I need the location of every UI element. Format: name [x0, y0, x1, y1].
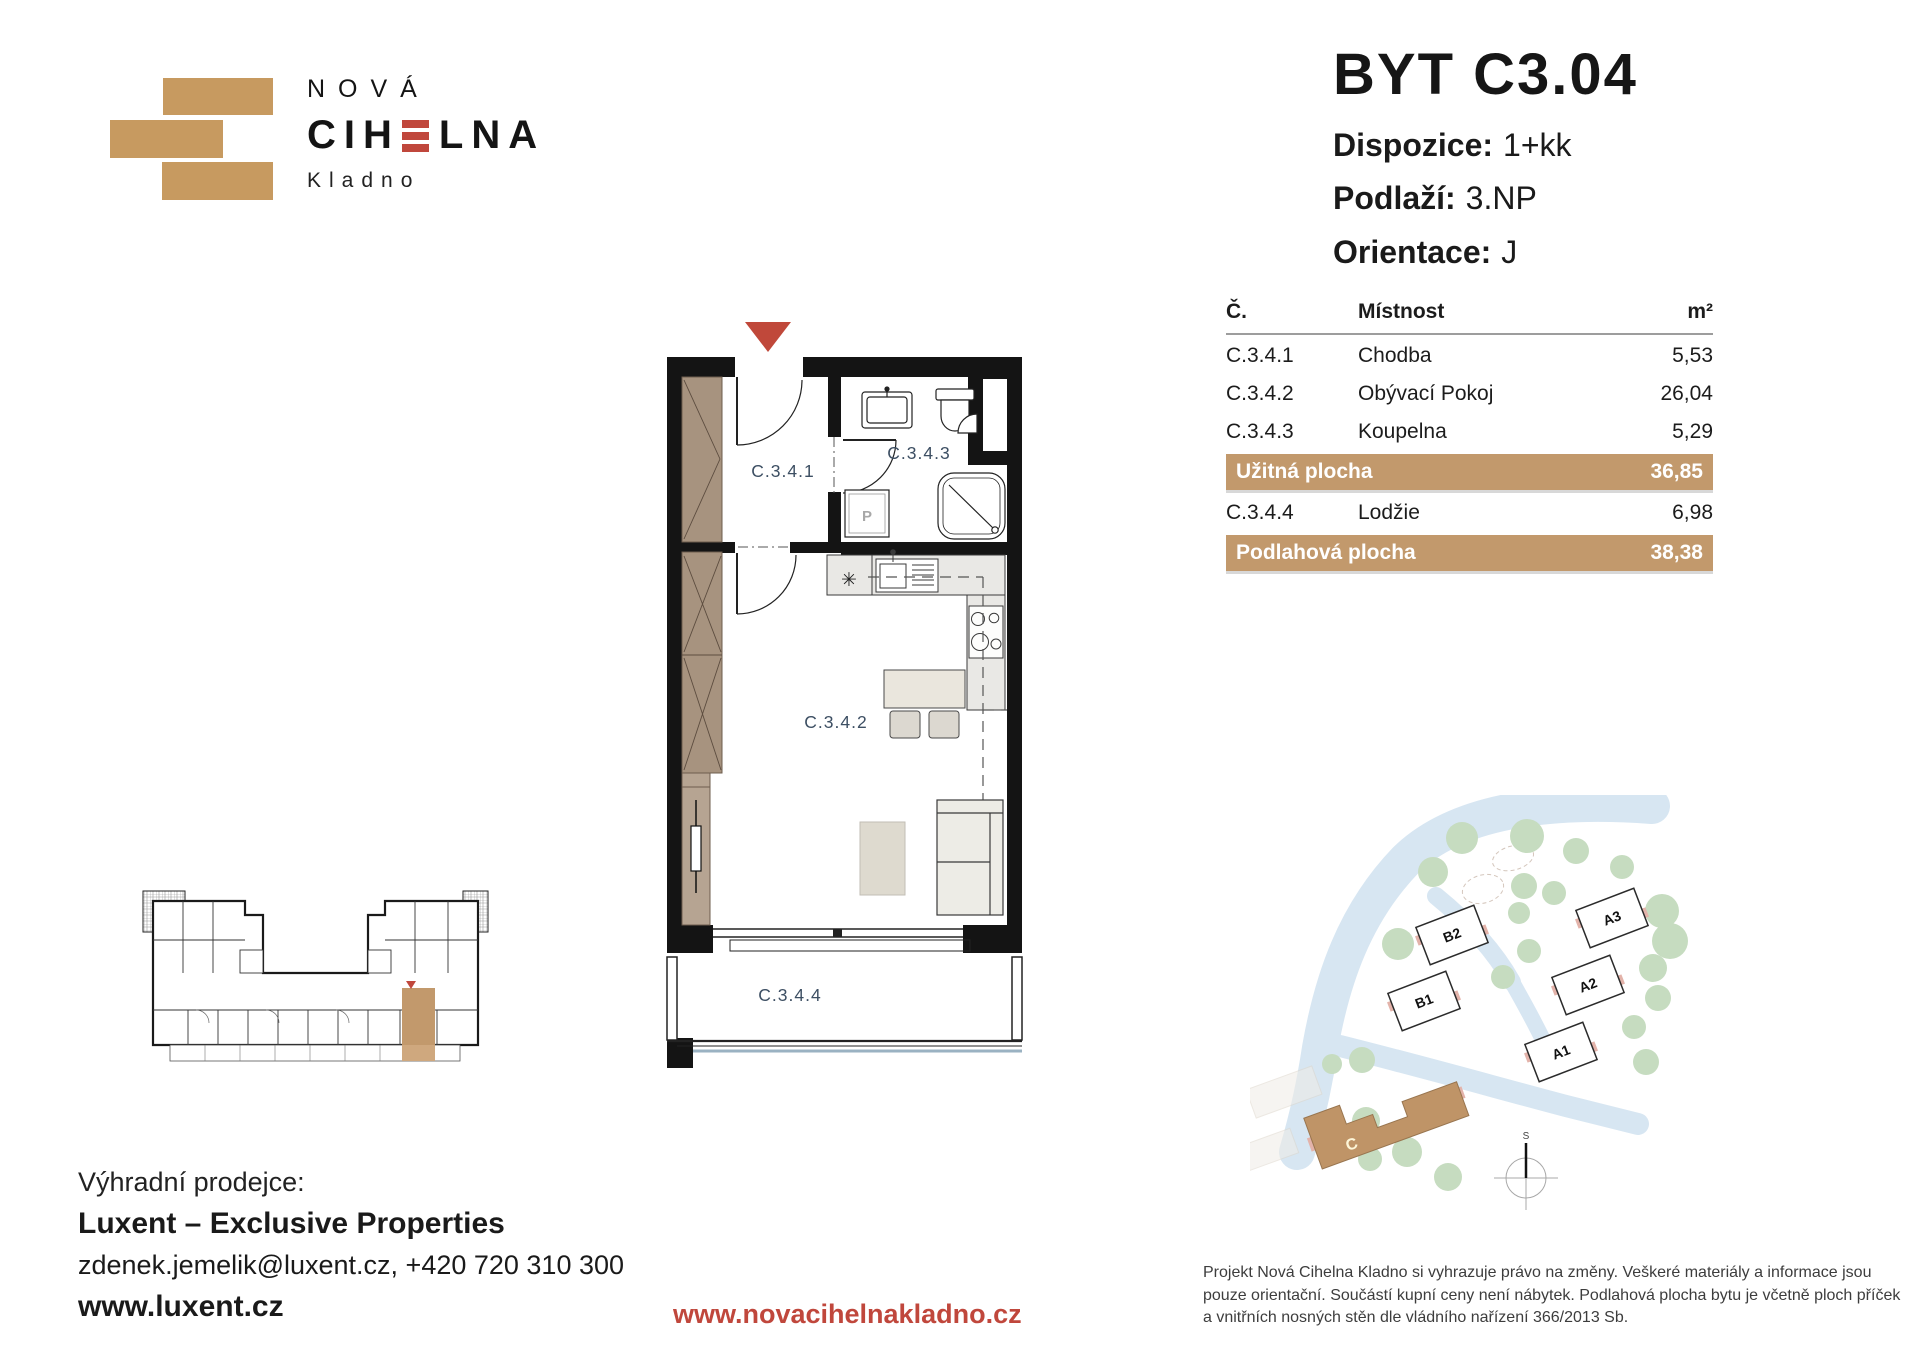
site-plan	[1250, 795, 1690, 1240]
boiler-symbol: ✳	[841, 570, 857, 591]
page-title: BYT C3.04	[1333, 42, 1638, 107]
project-website-link[interactable]: www.novacihelnakladno.cz	[673, 1299, 1022, 1329]
apartment-floor-plan	[655, 315, 1035, 1081]
sofa-icon	[937, 800, 1003, 915]
table-row: C.3.4.3 Koupelna 5,29	[1226, 420, 1713, 443]
brick-icon	[163, 78, 273, 115]
building-label: A1	[1549, 1041, 1573, 1063]
building-label: A3	[1600, 907, 1624, 929]
toilet-icon	[936, 389, 974, 400]
window	[713, 929, 970, 951]
field-orientace: Orientace: J	[1333, 233, 1518, 270]
brick-icon	[162, 162, 273, 200]
building-b1	[1384, 970, 1464, 1032]
room-table	[1226, 295, 1713, 575]
room-label-loggia: C.3.4.4	[758, 985, 822, 1005]
seller-intro: Výhradní prodejce:	[78, 1167, 305, 1197]
table-row: C.3.4.1 Chodba 5,53	[1226, 344, 1713, 367]
building-label: B1	[1412, 990, 1436, 1012]
apartment-fields	[1333, 126, 1638, 271]
logo-line-nova: NOVÁ	[307, 75, 430, 103]
building-a2	[1548, 954, 1628, 1016]
wardrobes	[682, 377, 722, 925]
usable-area-band: Užitná plocha 36,85	[1226, 454, 1713, 490]
compass-letter: S	[1522, 1131, 1530, 1142]
highlighted-unit-loggia	[402, 1045, 435, 1061]
seller-block	[78, 1167, 624, 1324]
field-podlazi: Podlaží: 3.NP	[1333, 180, 1537, 217]
building-a3	[1572, 887, 1652, 949]
seller-name: Luxent – Exclusive Properties	[78, 1207, 505, 1240]
building-b2	[1412, 904, 1492, 966]
usable-area-value: 36,85	[1650, 460, 1703, 483]
shaft-niche	[983, 379, 1007, 451]
dining-table	[884, 670, 965, 738]
entrance-arrow-icon	[745, 322, 791, 352]
logo-text	[307, 75, 545, 193]
building-floor-overview	[125, 880, 505, 1075]
disclaimer-text: Projekt Nová Cihelna Kladno si vyhrazuje právo na změny. Veškeré materiály a informace jsou pouze orientační. Součástí kupní ceny není nábytek. Podlahová plocha bytu je včetně ploch příček a vnitřních nosných stěn dle vládního nařízení 366/2013 Sb.	[1203, 1264, 1901, 1327]
seller-website-link[interactable]: www.luxent.cz	[78, 1290, 284, 1323]
building-label: C	[1343, 1134, 1361, 1155]
rug	[860, 822, 905, 895]
logo-line-cihelna	[307, 113, 545, 158]
table-row: C.3.4.4 Lodžie 6,98	[1226, 501, 1713, 524]
room-label-living: C.3.4.2	[804, 712, 868, 732]
compass-icon	[1494, 1131, 1558, 1210]
logo-cihelna-pre: CIH	[307, 113, 400, 157]
floor-area-value: 38,38	[1650, 541, 1703, 564]
logo-city: Kladno	[307, 169, 421, 192]
tv-stand	[691, 826, 701, 871]
red-e-bars-icon	[402, 120, 429, 152]
loggia-structure	[667, 957, 1022, 1051]
brick-icon	[110, 120, 223, 158]
opening-axes	[738, 437, 834, 547]
table-row: C.3.4.2 Obývací Pokoj 26,04	[1226, 382, 1713, 405]
washer-label: P	[861, 508, 873, 525]
room-label-bathroom: C.3.4.3	[887, 443, 951, 463]
highlighted-unit	[402, 988, 435, 1045]
seller-contact[interactable]: zdenek.jemelik@luxent.cz, +420 720 310 300	[78, 1250, 625, 1280]
building-label: A2	[1576, 974, 1600, 996]
table-header: Č. Místnost m²	[1226, 300, 1713, 323]
building-label: B2	[1440, 924, 1464, 946]
apartment-header	[1333, 42, 1638, 271]
logo-cihelna-post: LNA	[438, 113, 546, 157]
header-separator	[1226, 333, 1713, 335]
room-label-hall: C.3.4.1	[751, 461, 815, 481]
brand-logo	[90, 55, 560, 205]
floor-area-band: Podlahová plocha 38,38	[1226, 535, 1713, 571]
field-dispozice: Dispozice: 1+kk	[1333, 127, 1572, 163]
